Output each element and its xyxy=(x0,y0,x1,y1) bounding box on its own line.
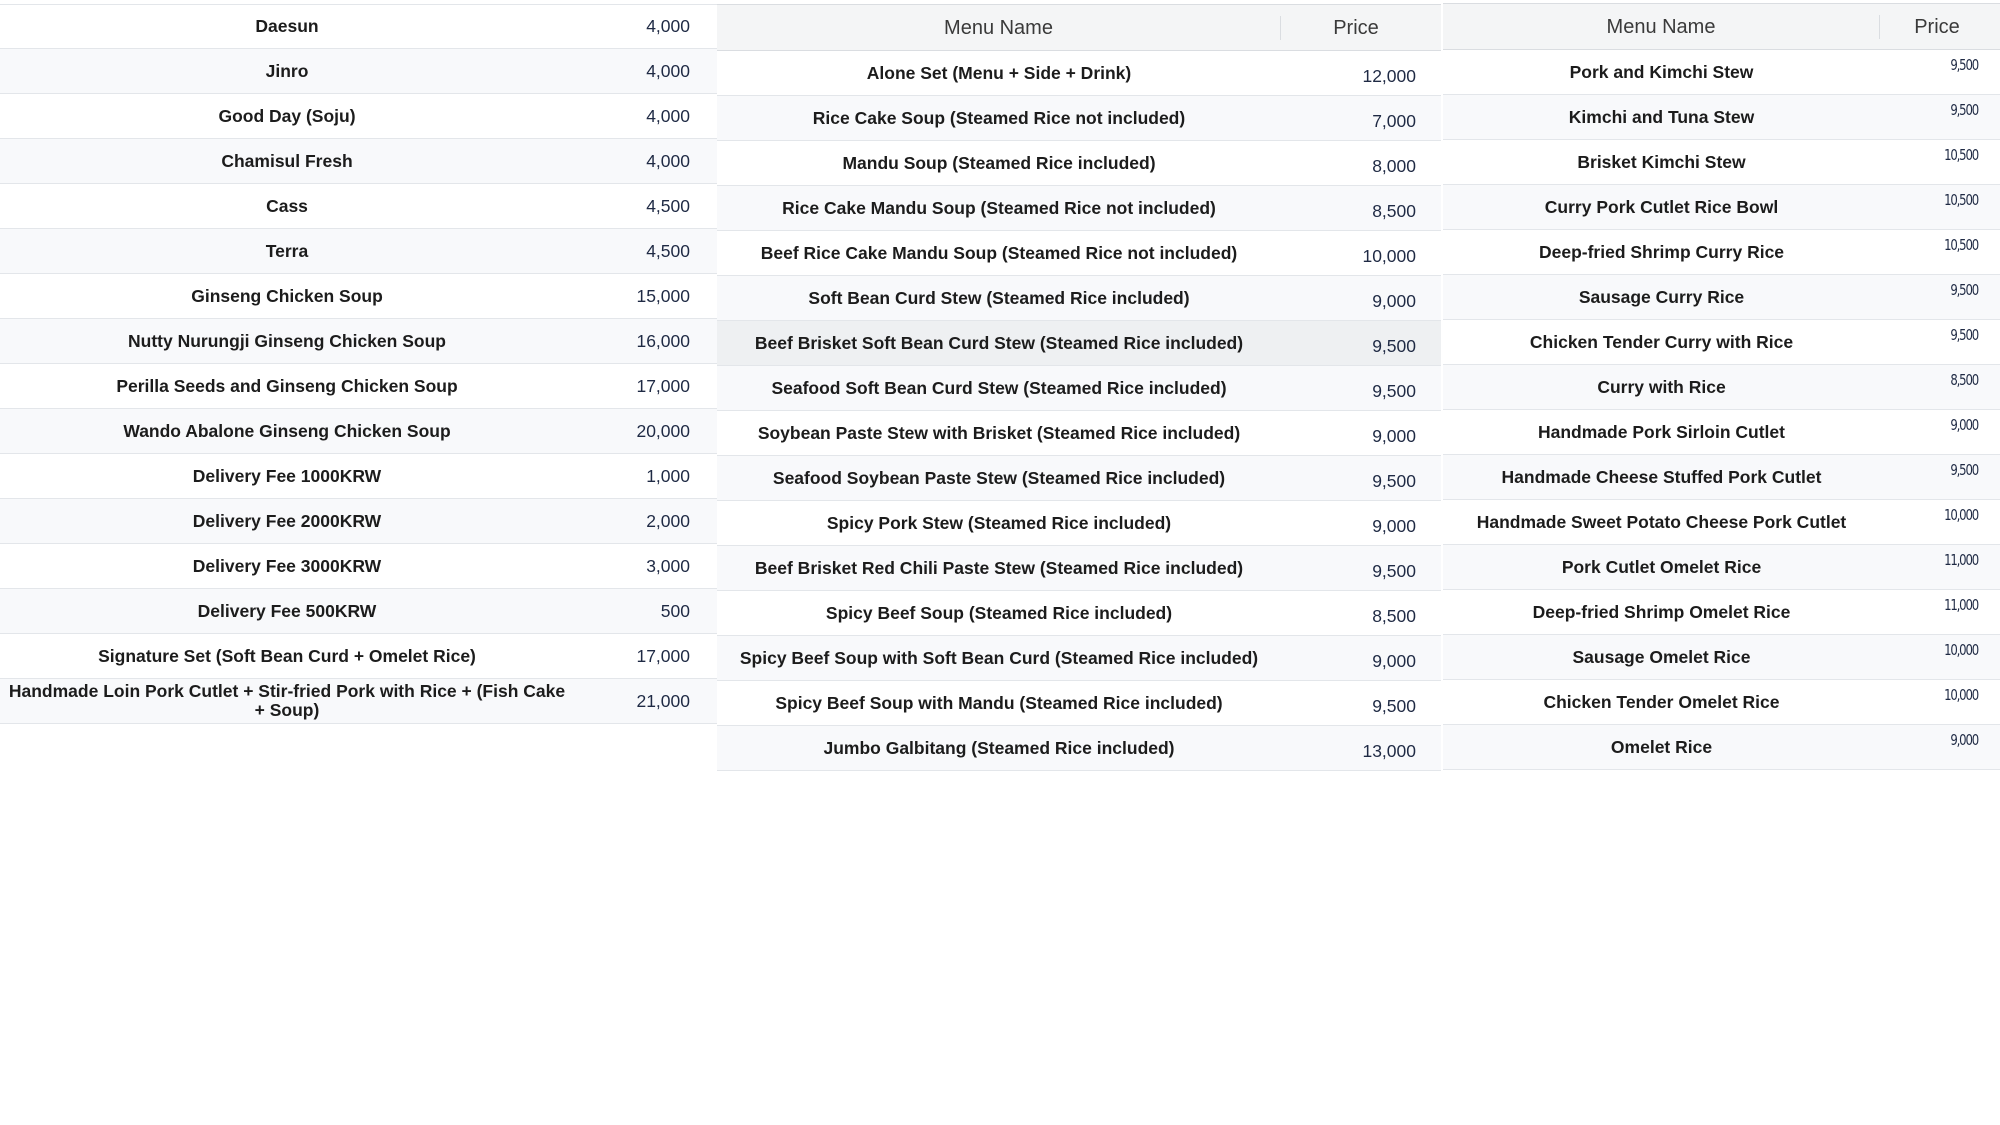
menu-item-name: Terra xyxy=(265,240,309,261)
menu-item-name: Delivery Fee 500KRW xyxy=(197,600,377,621)
menu-item-price: 11,000 xyxy=(1944,551,1978,569)
table-row[interactable] xyxy=(0,589,717,634)
table-row[interactable] xyxy=(717,591,1441,636)
table-row[interactable] xyxy=(717,186,1441,231)
menu-item-price: 4,000 xyxy=(646,150,690,171)
menu-item-name: Handmade Sweet Potato Cheese Pork Cutlet xyxy=(1476,511,1847,532)
menu-item-price: 9,500 xyxy=(1372,560,1416,581)
menu-item-name: Seafood Soft Bean Curd Stew (Steamed Rice included) xyxy=(771,377,1227,398)
middle-table-header xyxy=(717,4,1441,51)
menu-item-name: Spicy Pork Stew (Steamed Rice included) xyxy=(826,512,1172,533)
menu-item-price: 2,000 xyxy=(646,510,690,531)
menu-item-name: Brisket Kimchi Stew xyxy=(1577,151,1746,172)
menu-item-name: Handmade Loin Pork Cutlet + Stir-fried Pork with Rice + (Fish Cake + Soup) xyxy=(8,681,566,720)
menu-item-name: Ginseng Chicken Soup xyxy=(191,285,383,306)
menu-item-price: 12,000 xyxy=(1362,65,1416,86)
menu-item-name: Perilla Seeds and Ginseng Chicken Soup xyxy=(116,375,458,396)
table-row[interactable] xyxy=(0,364,717,409)
table-row[interactable] xyxy=(1443,365,2000,410)
table-row[interactable] xyxy=(0,454,717,499)
menu-item-price: 1,000 xyxy=(646,465,690,486)
menu-item-name: Delivery Fee 2000KRW xyxy=(192,510,382,531)
table-row[interactable] xyxy=(0,544,717,589)
table-row[interactable] xyxy=(1443,500,2000,545)
menu-item-name: Sausage Omelet Rice xyxy=(1572,646,1751,667)
menu-item-price: 9,500 xyxy=(1372,335,1416,356)
menu-item-name: Rice Cake Mandu Soup (Steamed Rice not included) xyxy=(782,197,1216,218)
table-row[interactable] xyxy=(0,319,717,364)
table-row[interactable] xyxy=(717,636,1441,681)
column-header-price[interactable]: Price xyxy=(1914,15,1960,38)
menu-item-price: 9,000 xyxy=(1372,425,1416,446)
menu-item-price: 4,000 xyxy=(646,16,690,36)
right-table-header xyxy=(1443,3,2000,50)
menu-item-name: Good Day (Soju) xyxy=(218,105,356,126)
left-menu-table xyxy=(0,4,717,724)
menu-item-price: 10,500 xyxy=(1944,236,1978,254)
menu-item-price: 9,000 xyxy=(1950,416,1978,434)
menu-item-name: Cass xyxy=(266,195,308,216)
table-row[interactable] xyxy=(717,501,1441,546)
table-row[interactable] xyxy=(1443,230,2000,275)
column-header-price[interactable]: Price xyxy=(1333,16,1379,39)
table-row[interactable] xyxy=(1443,50,2000,95)
table-row[interactable] xyxy=(1443,725,2000,770)
table-row[interactable] xyxy=(0,679,717,724)
menu-item-name: Omelet Rice xyxy=(1610,736,1713,757)
menu-item-name: Sausage Curry Rice xyxy=(1578,286,1745,307)
table-row[interactable] xyxy=(1443,140,2000,185)
table-row[interactable] xyxy=(1443,680,2000,725)
menu-item-name: Curry with Rice xyxy=(1597,376,1726,397)
menu-item-name: Seafood Soybean Paste Stew (Steamed Rice included) xyxy=(772,467,1226,488)
menu-item-price: 9,500 xyxy=(1372,695,1416,716)
table-row[interactable] xyxy=(0,409,717,454)
menu-item-name: Handmade Pork Sirloin Cutlet xyxy=(1538,421,1785,442)
menu-item-name: Deep-fried Shrimp Curry Rice xyxy=(1538,241,1785,262)
menu-item-price: 20,000 xyxy=(636,420,690,441)
menu-item-price: 9,500 xyxy=(1950,56,1978,74)
menu-item-name: Spicy Beef Soup (Steamed Rice included) xyxy=(825,602,1173,623)
menu-item-name: Soft Bean Curd Stew (Steamed Rice included) xyxy=(808,287,1190,308)
middle-menu-table xyxy=(717,4,1441,771)
menu-item-price: 10,500 xyxy=(1944,146,1978,164)
menu-item-name: Chamisul Fresh xyxy=(221,150,353,171)
table-row[interactable] xyxy=(717,321,1441,366)
table-row[interactable] xyxy=(1443,95,2000,140)
table-row[interactable] xyxy=(717,366,1441,411)
table-row[interactable] xyxy=(1443,275,2000,320)
menu-item-name: Kimchi and Tuna Stew xyxy=(1568,106,1755,127)
menu-item-name: Spicy Beef Soup with Mandu (Steamed Rice included) xyxy=(775,692,1223,713)
table-row[interactable] xyxy=(717,681,1441,726)
menu-item-price: 10,000 xyxy=(1944,506,1978,524)
menu-item-name: Chicken Tender Omelet Rice xyxy=(1543,691,1780,712)
menu-item-price: 17,000 xyxy=(636,645,690,666)
table-row[interactable] xyxy=(0,499,717,544)
table-row[interactable] xyxy=(1443,185,2000,230)
menu-item-price: 9,500 xyxy=(1950,461,1978,479)
middle-table-body xyxy=(717,51,1441,771)
menu-item-name: Pork Cutlet Omelet Rice xyxy=(1561,556,1762,577)
menu-item-name: Soybean Paste Stew with Brisket (Steamed Rice included) xyxy=(757,422,1241,443)
column-header-menu-name[interactable]: Menu Name xyxy=(1443,15,1880,39)
table-row[interactable] xyxy=(0,184,717,229)
menu-item-price: 9,500 xyxy=(1950,101,1978,119)
menu-item-price: 10,000 xyxy=(1944,641,1978,659)
menu-item-price: 10,000 xyxy=(1362,245,1416,266)
table-row[interactable] xyxy=(0,139,717,184)
menu-item-name: Pork and Kimchi Stew xyxy=(1569,61,1754,82)
menu-item-price: 17,000 xyxy=(636,375,690,396)
menu-item-price: 10,000 xyxy=(1944,686,1978,704)
menu-item-name: Handmade Cheese Stuffed Pork Cutlet xyxy=(1501,466,1822,487)
menu-item-price: 9,000 xyxy=(1372,515,1416,536)
column-header-menu-name[interactable]: Menu Name xyxy=(717,16,1281,40)
menu-item-name: Chicken Tender Curry with Rice xyxy=(1529,331,1794,352)
table-row[interactable] xyxy=(0,94,717,139)
menu-item-price: 15,000 xyxy=(636,285,690,306)
table-row[interactable] xyxy=(0,229,717,274)
menu-item-name: Wando Abalone Ginseng Chicken Soup xyxy=(123,420,451,441)
menu-item-name: Alone Set (Menu + Side + Drink) xyxy=(866,62,1132,83)
menu-item-price: 9,500 xyxy=(1950,281,1978,299)
menu-item-price: 4,500 xyxy=(646,240,690,261)
menu-item-name: Jumbo Galbitang (Steamed Rice included) xyxy=(823,737,1175,758)
menu-item-name: Beef Brisket Red Chili Paste Stew (Steamed Rice included) xyxy=(754,557,1244,578)
table-row[interactable] xyxy=(1443,545,2000,590)
menu-item-name: Rice Cake Soup (Steamed Rice not included) xyxy=(812,107,1186,128)
menu-item-price: 9,500 xyxy=(1950,326,1978,344)
menu-item-price: 10,500 xyxy=(1944,191,1978,209)
menu-item-name: Signature Set (Soft Bean Curd + Omelet Rice) xyxy=(98,645,476,666)
menu-item-name: Deep-fried Shrimp Omelet Rice xyxy=(1532,601,1791,622)
menu-item-price: 11,000 xyxy=(1944,596,1978,614)
menu-item-price: 21,000 xyxy=(636,690,690,711)
right-menu-table xyxy=(1443,3,2000,770)
table-row[interactable] xyxy=(717,96,1441,141)
table-row[interactable] xyxy=(717,456,1441,501)
menu-item-price: 8,500 xyxy=(1372,605,1416,626)
table-row[interactable] xyxy=(717,726,1441,771)
menu-item-price: 9,000 xyxy=(1372,650,1416,671)
table-row[interactable] xyxy=(0,634,717,679)
table-row[interactable] xyxy=(717,51,1441,96)
menu-item-name: Delivery Fee 1000KRW xyxy=(192,465,382,486)
menu-item-name: Nutty Nurungji Ginseng Chicken Soup xyxy=(128,330,446,351)
menu-item-price: 8,500 xyxy=(1372,200,1416,221)
left-table-body xyxy=(0,4,717,724)
menu-item-price: 4,500 xyxy=(646,195,690,216)
menu-item-price: 9,000 xyxy=(1372,290,1416,311)
menu-item-price: 3,000 xyxy=(646,555,690,576)
menu-item-price: 8,500 xyxy=(1950,371,1978,389)
menu-item-name: Curry Pork Cutlet Rice Bowl xyxy=(1544,196,1779,217)
table-row[interactable] xyxy=(1443,635,2000,680)
table-row[interactable] xyxy=(717,231,1441,276)
table-row[interactable] xyxy=(1443,590,2000,635)
menu-item-price: 9,000 xyxy=(1950,731,1978,749)
table-row[interactable] xyxy=(1443,410,2000,455)
menu-item-name: Daesun xyxy=(255,16,319,36)
menu-item-price: 4,000 xyxy=(646,105,690,126)
right-table-body xyxy=(1443,50,2000,770)
menu-item-price: 9,500 xyxy=(1372,380,1416,401)
menu-item-name: Spicy Beef Soup with Soft Bean Curd (Steamed Rice included) xyxy=(739,647,1259,668)
table-row[interactable] xyxy=(717,546,1441,591)
table-row[interactable] xyxy=(717,141,1441,186)
table-row[interactable] xyxy=(0,4,717,49)
menu-item-price: 16,000 xyxy=(636,330,690,351)
menu-item-price: 13,000 xyxy=(1362,740,1416,761)
menu-item-name: Beef Brisket Soft Bean Curd Stew (Steamed Rice included) xyxy=(754,332,1244,353)
menu-item-name: Jinro xyxy=(265,60,309,81)
table-row[interactable] xyxy=(0,274,717,319)
menu-item-name: Delivery Fee 3000KRW xyxy=(192,555,382,576)
table-row[interactable] xyxy=(0,49,717,94)
menu-item-price: 500 xyxy=(660,600,690,621)
table-row[interactable] xyxy=(717,276,1441,321)
menu-item-name: Mandu Soup (Steamed Rice included) xyxy=(842,152,1156,173)
menu-item-price: 7,000 xyxy=(1372,110,1416,131)
table-row[interactable] xyxy=(1443,455,2000,500)
table-row[interactable] xyxy=(717,411,1441,456)
menu-item-price: 9,500 xyxy=(1372,470,1416,491)
menu-item-price: 4,000 xyxy=(646,60,690,81)
menu-item-price: 8,000 xyxy=(1372,155,1416,176)
menu-item-name: Beef Rice Cake Mandu Soup (Steamed Rice not included) xyxy=(760,242,1238,263)
table-row[interactable] xyxy=(1443,320,2000,365)
